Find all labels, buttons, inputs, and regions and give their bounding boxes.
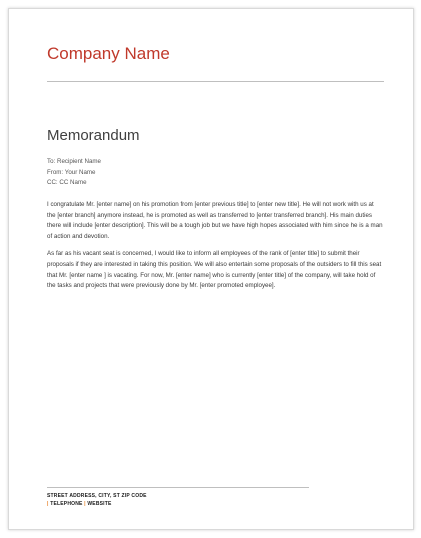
memo-to: To: Recipient Name xyxy=(47,158,101,165)
footer-contact xyxy=(47,501,147,509)
footer-website: WEBSITE xyxy=(87,500,112,507)
memo-meta xyxy=(47,157,101,189)
footer xyxy=(47,493,147,508)
header-divider xyxy=(47,81,384,82)
footer-divider xyxy=(47,487,309,488)
footer-address: STREET ADDRESS, CITY, ST ZIP CODE xyxy=(47,493,147,499)
company-name: Company Name xyxy=(47,44,170,63)
memo-from: From: Your Name xyxy=(47,168,96,176)
footer-telephone: TELEPHONE xyxy=(50,500,83,507)
memo-title: Memorandum xyxy=(47,127,140,144)
body-paragraph: I congratulate Mr. [enter name] on his promotion from [enter previous title] to [enter new title]. He will not work with us at the [enter branch] anymore instead, he is promoted as well as transferred to [enter transferred branch]. His main duties there will include [enter description]. This will be a tough job but we have high hopes associated with him since he is a man of action and devotion. xyxy=(47,201,383,240)
footer-separator: | xyxy=(84,500,86,507)
document-page xyxy=(8,8,414,530)
footer-separator: | xyxy=(47,500,49,507)
memo-cc: CC: CC Name xyxy=(47,179,87,186)
memo-body xyxy=(47,200,383,299)
body-paragraph: As far as his vacant seat is concerned, I would like to inform all employees of the rank of [enter title] to submit their proposals if they are interested in taking this position. We will also entertain some proposals of the outsiders to fill this seat that Mr. [enter name ] is vacating. For now, Mr. [enter name] who is currently [enter title] of the company, will take hold of the tasks and projects that were previously done by Mr. [enter promoted employee]. xyxy=(47,250,382,290)
